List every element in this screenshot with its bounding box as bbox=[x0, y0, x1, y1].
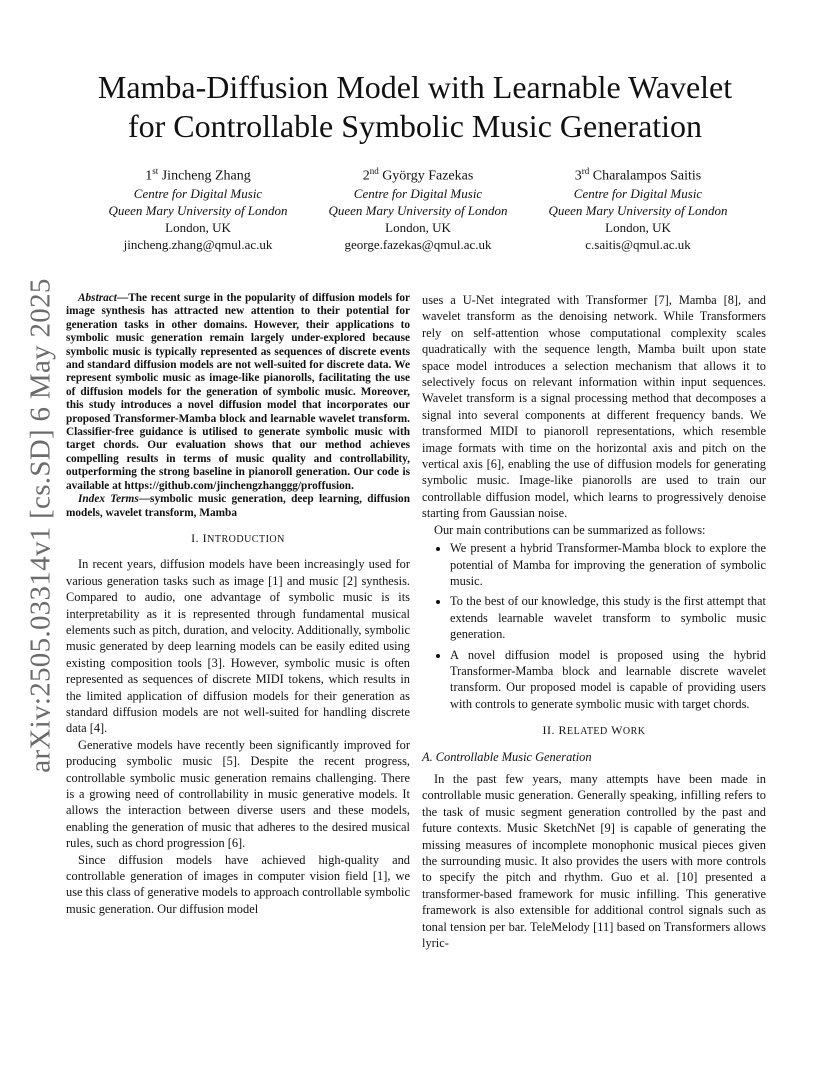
section-number: I. bbox=[191, 530, 200, 545]
author-affiliation: Centre for Digital Music bbox=[353, 185, 483, 201]
section-title-initial: R bbox=[558, 723, 567, 738]
subsection-heading: A. Controllable Music Generation bbox=[422, 749, 592, 764]
author-name bbox=[528, 163, 748, 185]
author-name bbox=[308, 163, 528, 185]
section-heading-introduction bbox=[66, 530, 410, 548]
contributions-intro: Our main contributions can be summarized as follows: bbox=[434, 522, 706, 537]
author-ordinal-suffix: nd bbox=[369, 166, 379, 176]
author-university: Queen Mary University of London bbox=[328, 202, 508, 218]
intro-paragraph-3: Since diffusion models have achieved high-quality and controllable generation of images in computer vision field [1], we use this class of generative models to approach controllable symbolic music generation. Our diffusion model bbox=[66, 852, 410, 916]
contributions-list bbox=[422, 540, 766, 712]
index-terms-label: Index Terms bbox=[78, 493, 139, 506]
author-affiliation: Centre for Digital Music bbox=[573, 185, 703, 201]
author-location: London, UK bbox=[385, 219, 451, 235]
section-heading-related-work bbox=[422, 722, 766, 740]
author-ordinal: 3 bbox=[574, 168, 582, 184]
author-2 bbox=[308, 163, 528, 253]
author-university: Queen Mary University of London bbox=[548, 202, 728, 218]
author-location: London, UK bbox=[605, 219, 671, 235]
author-ordinal-suffix: st bbox=[152, 166, 159, 176]
section-title-rest: NTRODUCTION bbox=[207, 533, 285, 545]
related-work-paragraph: In the past few years, many attempts have been made in controllable music generation. Generally speaking, infilling refers to the task of music segment generation controlled by the past and future contexts. Music SketchNet [9] is capable of generating the missing measures of incomplete monophonic musical pieces given the surrounding music. It also provides the users with more controls to specify the pitch and rhythm. Guo et al. [10] presented a transformer-based framework for music infilling. This generative framework is also extensible for additional control signals such as tonal tension per bar. TeleMelody [11] based on Transformers allows lyric- bbox=[422, 771, 766, 951]
author-name-text: Charalampos Saitis bbox=[592, 168, 702, 184]
author-ordinal: 1 bbox=[145, 168, 153, 184]
author-ordinal-suffix: rd bbox=[581, 166, 590, 176]
arxiv-identifier: arXiv:2505.03314v1 [cs.SD] 6 May 2025 bbox=[24, 277, 57, 773]
list-item: • To the best of our knowledge, this study is the first attempt that extends learnable wavelet transform to symbolic music generation. bbox=[450, 593, 766, 642]
author-affiliation: Centre for Digital Music bbox=[133, 185, 263, 201]
abstract-label: Abstract bbox=[78, 292, 117, 304]
title-line-2: for Controllable Symbolic Music Generation bbox=[127, 108, 703, 144]
arxiv-stamp bbox=[20, 277, 62, 773]
author-ordinal: 2 bbox=[362, 168, 370, 184]
author-email[interactable]: c.saitis@qmul.ac.uk bbox=[585, 236, 691, 252]
title-line-1: Mamba-Diffusion Model with Learnable Wavelet bbox=[97, 69, 733, 105]
author-location: London, UK bbox=[165, 219, 231, 235]
intro-paragraph-2: Generative models have recently been significantly improved for producing symbolic music [5]. Despite the recent progress, controllable symbolic music generation remains challenging. There is a growing need of controllability in music generative models. It allows the interaction between diverse users and these models, enabling the generation of music that adheres to the desired musical rules, such as chord progression [6]. bbox=[66, 737, 410, 851]
left-column bbox=[66, 292, 410, 917]
author-1 bbox=[88, 163, 308, 253]
section-title-initial: W bbox=[611, 723, 623, 738]
right-column bbox=[422, 292, 766, 951]
intro-paragraph-1: In recent years, diffusion models have been increasingly used for various generation tasks such as image [1] and music [2] synthesis. Compared to audio, one advantage of symbolic music is its interpretability as it is represented through fundamental musical elements such as pitch, duration, and velocity. Additionally, symbolic music generated by deep learning models can be easily edited using existing composition tools [3]. However, symbolic music is often represented as sequences of discrete MIDI tokens, which results in the limited application of diffusion models for their generation as standard diffusion models are not well-suited for handling discrete data [4]. bbox=[66, 557, 410, 736]
index-terms-text: —symbolic music generation, deep learning, diffusion models, wavelet transform, Mamba bbox=[66, 493, 410, 519]
intro-paragraph-4: uses a U-Net integrated with Transformer [7], Mamba [8], and wavelet transform as the denoising network. While Transformers rely on self-attention whose computational complexity scales quadratically with the sequence length, Mamba built upon state space model introduces a selection mechanism that allows it to selectively focus on relevant information within input sequences. Wavelet transform is a signal processing method that decomposes a signal into several components at different frequency bands. We transformed MIDI to pianoroll representations, which resemble image formats with time on the horizontal axis and pitch on the vertical axis [6], enabling the use of diffusion models for generating symbolic music. Image-like pianorolls are used to train our controllable diffusion model, which learns to progressively denoise starting from Gaussian noise. bbox=[422, 293, 766, 521]
author-name-text: Jincheng Zhang bbox=[161, 168, 251, 184]
abstract-text: —The recent surge in the popularity of diffusion models for image synthesis has attracted new attention to their potential for generation tasks in other domains. However, their applications to symbolic music generation remain largely under-explored because symbolic music is typically represented as sequences of discrete events and standard diffusion models are not well-suited for discrete data. We represent symbolic music as image-like pianorolls, facilitating the use of diffusion models for the generation of symbolic music. Moreover, this study introduces a novel diffusion model that incorporates our proposed Transformer-Mamba block and learnable wavelet transform. Classifier-free guidance is utilised to generate symbolic music with target chords. Our evaluation shows that our method achieves compelling results in terms of music quality and controllability, outperforming the strong baseline in pianoroll generation. Our code is available at https://github.com/jinchengzhanggg/proffusion. bbox=[66, 292, 410, 492]
author-3 bbox=[528, 163, 748, 253]
author-email[interactable]: jincheng.zhang@qmul.ac.uk bbox=[123, 236, 273, 252]
section-number: II. bbox=[542, 723, 555, 738]
author-university: Queen Mary University of London bbox=[108, 202, 288, 218]
author-name bbox=[88, 163, 308, 185]
abstract bbox=[66, 292, 410, 493]
author-block bbox=[88, 163, 748, 253]
paper-title bbox=[60, 68, 770, 146]
author-name-text: György Fazekas bbox=[382, 168, 474, 184]
author-email[interactable]: george.fazekas@qmul.ac.uk bbox=[344, 236, 492, 252]
list-item: • A novel diffusion model is proposed using the hybrid Transformer-Mamba block and learnable discrete wavelet transform. Our proposed model is capable of providing users with controls to generate symbolic music with target chords. bbox=[450, 647, 766, 713]
section-title-initial: I bbox=[202, 530, 208, 545]
section-title-rest: ORK bbox=[622, 726, 646, 738]
index-terms bbox=[66, 493, 410, 520]
section-title-rest: ELATED bbox=[566, 726, 608, 738]
list-item: • We present a hybrid Transformer-Mamba block to explore the potential of Mamba for improving the generation of symbolic music. bbox=[450, 540, 766, 589]
